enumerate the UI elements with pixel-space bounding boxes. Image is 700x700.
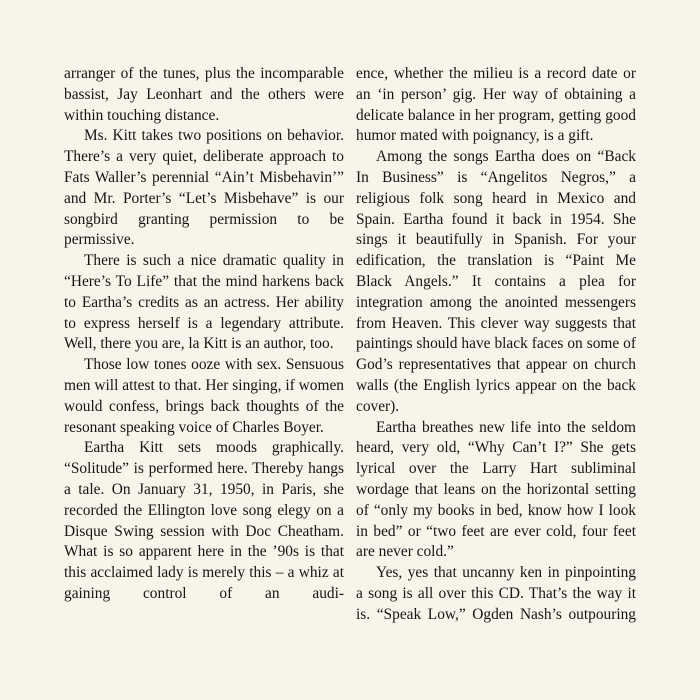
paragraph: Eartha Kitt sets moods graphically. “Solitude” is performed here. Thereby hangs a tale. On January 31, 1950, in Paris, she recorded the Ellington love song elegy on a Disque Swing session with Doc Cheatham. What is so apparent here in the ’90s is that this acclaimed lady is merely this – a whiz at gaining control of an audi- — [64, 439, 344, 602]
paragraph: Among the songs Eartha does on “Back In Business” is “Angelitos Negros,” a religious folk song heard in Mexico and Spain. Eartha found it back in 1954. She sings it beautifully in Spanish. For your edification, the translation is “Paint Me Black Angels.” It contains a plea for integration among the anointed messengers from Heaven. This clever way suggests that paintings should have black faces on some of God’s representatives that appear on church walls (the English lyrics appear on the back cover). — [356, 148, 636, 415]
paragraph: Ms. Kitt takes two positions on behavior. There’s a very quiet, deliberate approach to Fats Waller’s perennial “Ain’t Misbehavin’” and Mr. Porter’s “Let’s Misbehave” is our songbird granting permission to be permissive. — [64, 127, 344, 249]
paragraph: Yes, yes that uncanny ken in pinpointing a song is all over this CD. That’s the way it is. “Speak Low,” Ogden Nash’s outpouring — [356, 564, 636, 623]
paragraph: Those low tones ooze with sex. Sensuous men will attest to that. Her singing, if women would confess, brings back thoughts of the resonant speaking voice of Charles Boyer. — [64, 356, 344, 436]
left-column — [64, 64, 344, 605]
paragraph: Eartha breathes new life into the seldom heard, very old, “Why Can’t I?” She gets lyrical over the Larry Hart subliminal wordage that leans on the horizontal setting of “only my books in bed, know how I look in bed” or “two feet are ever cold, four feet are never cold.” — [356, 418, 636, 561]
paragraph: There is such a nice dramatic quality in “Here’s To Life” that the mind harkens back to Eartha’s credits as an actress. Her ability to express herself is a legendary attribute. Well, there you are, la Kitt is an author, too. — [64, 252, 344, 353]
paragraph: ence, whether the milieu is a record date or an ‘in person’ gig. Her way of obtaining a delicate balance in her program, getting good humor mated with poignancy, is a gift. — [356, 65, 636, 145]
paragraph: arranger of the tunes, plus the incomparable bassist, Jay Leonhart and the others were within touching distance. — [64, 65, 344, 124]
right-column — [356, 64, 636, 626]
